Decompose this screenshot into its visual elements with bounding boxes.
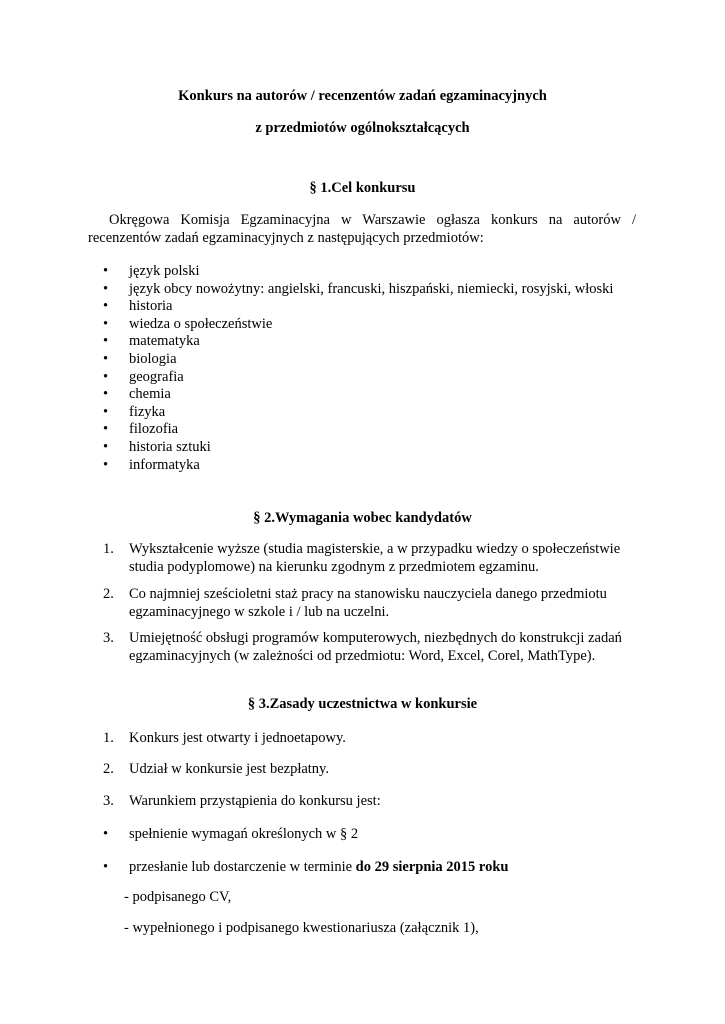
list-item: • chemia	[88, 386, 613, 404]
item-number: 1.	[103, 730, 114, 746]
section2-heading: § 2.Wymagania wobec kandydatów	[253, 510, 472, 526]
item-text: Wykształcenie wyższe (studia magisterskie, a w przypadku wiedzy o społeczeństwie studia podyplomowe) na kierunku zgodnym z przedmiotem egzaminu.	[129, 541, 621, 575]
list-item: • biologia	[88, 351, 613, 369]
item-text: Warunkiem przystąpienia do konkursu jest:	[129, 793, 381, 809]
rule-item-2	[103, 761, 643, 779]
item-number: 3.	[103, 793, 114, 809]
document-title-line2: z przedmiotów ogólnokształcących	[255, 120, 470, 136]
bullet-marker: •	[103, 859, 109, 875]
document-title-line1: Konkurs na autorów / recenzentów zadań egzaminacyjnych	[178, 88, 547, 104]
item-text: Umiejętność obsługi programów komputerowych, niezbędnych do konstrukcji zadań egzaminacyjnych (w zależności od przedmiotu: Word, Excel, Corel, MathType).	[129, 630, 622, 664]
item-text: Co najmniej sześcioletni staż pracy na stanowisku nauczyciela danego przedmiotu egzaminacyjnego w szkole i / lub na uczelni.	[129, 586, 607, 620]
requirement-item-3	[103, 630, 643, 665]
condition-bullet-1	[103, 826, 358, 844]
list-item: • wiedza o społeczeństwie	[88, 316, 613, 334]
item-number: 1.	[103, 541, 114, 557]
item-text: Konkurs jest otwarty i jednoetapowy.	[129, 730, 346, 746]
list-item: • fizyka	[88, 404, 613, 422]
item-number: 2.	[103, 586, 114, 602]
list-item: • geografia	[88, 369, 613, 387]
bullet-marker: •	[103, 826, 109, 842]
rule-item-1	[103, 730, 643, 748]
required-document-1: - podpisanego CV,	[124, 889, 232, 905]
rule-item-3	[103, 793, 643, 811]
section1-heading: § 1.Cel konkursu	[309, 180, 416, 196]
list-item: • filozofia	[88, 421, 613, 439]
list-item: • historia sztuki	[88, 439, 613, 457]
required-document-2: - wypełnionego i podpisanego kwestionariusza (załącznik 1),	[124, 920, 479, 936]
subjects-list	[88, 263, 613, 474]
list-item: • matematyka	[88, 333, 613, 351]
deadline-prefix: przesłanie lub dostarczenie w terminie	[129, 859, 356, 875]
item-number: 2.	[103, 761, 114, 777]
deadline-date: do 29 sierpnia 2015 roku	[355, 859, 509, 875]
list-item: • język obcy nowożytny: angielski, francuski, hiszpański, niemiecki, rosyjski, włoski	[88, 281, 613, 299]
item-number: 3.	[103, 630, 114, 646]
section3-heading: § 3.Zasady uczestnictwa w konkursie	[247, 696, 478, 712]
bullet-text	[103, 859, 509, 877]
item-text: Udział w konkursie jest bezpłatny.	[129, 761, 329, 777]
requirement-item-1	[103, 541, 643, 576]
list-item: • historia	[88, 298, 613, 316]
list-item: • język polski	[88, 263, 613, 281]
bullet-text: spełnienie wymagań określonych w § 2	[129, 826, 359, 842]
condition-bullet-2	[103, 859, 509, 877]
requirement-item-2	[103, 586, 643, 621]
list-item: • informatyka	[88, 457, 613, 475]
section1-intro: Okręgowa Komisja Egzaminacyjna w Warszawie ogłasza konkurs na autorów / recenzentów zadań egzaminacyjnych z następujących przedmiotów:	[88, 212, 636, 246]
